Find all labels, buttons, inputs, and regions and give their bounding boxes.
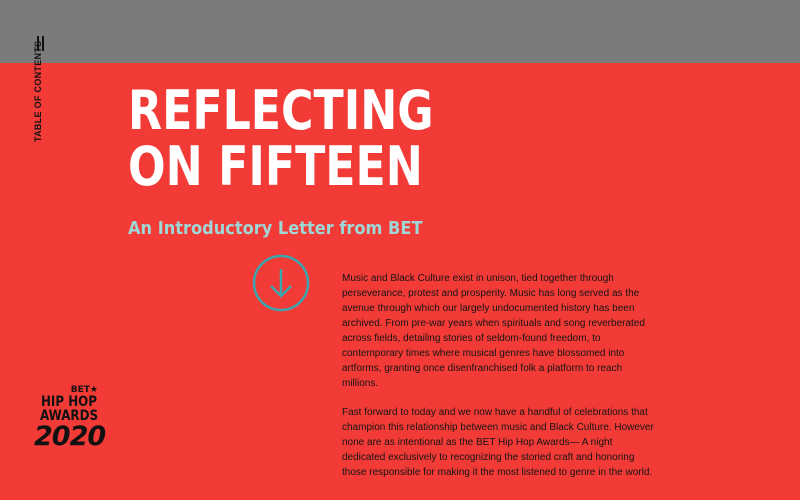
page-title-line-2: ON FIFTEEN — [128, 135, 423, 198]
intro-paragraph-2: Fast forward to today and we now have a handful of celebrations that champion this relationship between music and Black Culture. However none are as intentional as the BET Hip Hop Awards— A night dedicated exclusively to recognizing the storied craft and honoring those responsible for making it the most listened to genre in the world. — [342, 407, 654, 478]
table-of-contents-link[interactable]: TABLE OF CONTENTS — [33, 40, 43, 142]
logo-line-2: AWARDS — [39, 408, 99, 424]
logo-brand: BET★ — [70, 385, 98, 395]
logo-line-1: HIP HOP — [40, 394, 98, 410]
page-subtitle: An Introductory Letter from BET — [128, 218, 423, 239]
bet-hip-hop-awards-logo — [34, 385, 104, 465]
page-title — [128, 79, 434, 198]
scroll-down-button[interactable] — [251, 253, 311, 313]
intro-paragraph-1: Music and Black Culture exist in unison, tied together through perseverance, protest and prosperity. Music has long served as the avenue through which our largely undocumented history has been archived. From pre-war years when spirituals and song reverberated across fields, detailing stories of seldom-found freedom, to contemporary times where musical genres have blossomed into artforms, granting once disenfranchised folk a platform to reach millions. — [342, 273, 645, 389]
page-title-line-1: REFLECTING — [128, 79, 434, 142]
arrow-down-circle-icon — [251, 253, 311, 313]
top-bar — [0, 0, 800, 63]
logo-year: 2020 — [34, 421, 106, 452]
intro-letter-body — [342, 271, 657, 494]
